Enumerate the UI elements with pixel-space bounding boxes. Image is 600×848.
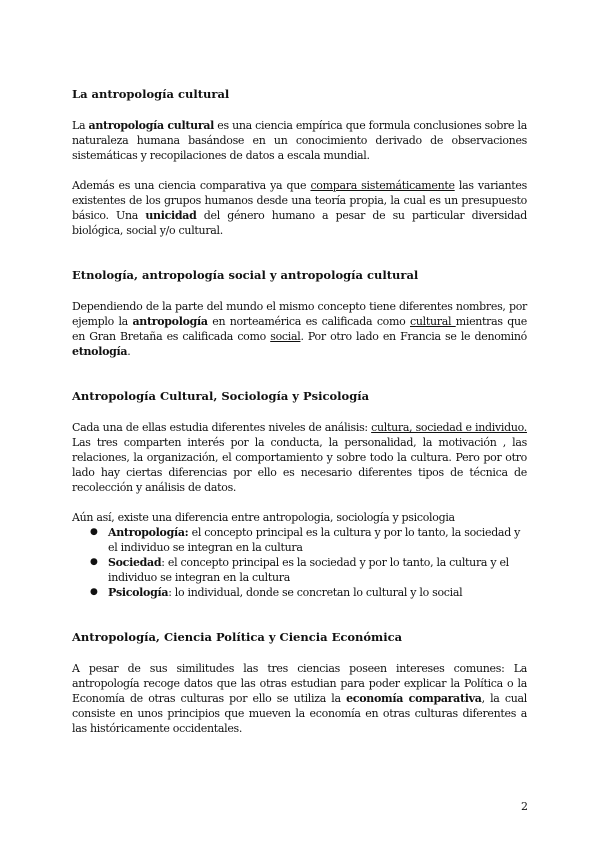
section-heading: Antropología, Ciencia Política y Ciencia Económica [72, 630, 403, 644]
text-run: del género humano a pesar de su particular diversidad biológica, social y/o cultural. [72, 209, 527, 237]
underlined-term: cultura, sociedad e individuo. [371, 421, 527, 434]
text-run: . [127, 345, 131, 358]
text-run: Cada una de ellas estudia diferentes niveles de análisis: [72, 421, 372, 434]
paragraph: Aún así, existe una diferencia entre antropologia, sociología y psicologia [72, 511, 455, 524]
text-run: : lo individual, donde se concretan lo cultural y lo social [168, 586, 463, 599]
text-run: . Por otro lado en Francia se le denominó [300, 330, 528, 343]
list-item [72, 555, 527, 585]
paragraph [72, 118, 527, 163]
text-run: el concepto principal es la cultura y por lo tanto, la sociedad y el individuo se integran en la cultura [108, 526, 521, 554]
paragraph [72, 661, 527, 736]
paragraph [72, 178, 527, 238]
bold-term: economía comparativa [346, 692, 482, 705]
bold-term: Psicología [108, 586, 169, 599]
text-run: en norteamérica es calificada como [207, 315, 410, 328]
text-run: , la cual consiste en unos principios que mueven la economía en otras culturas diferentes a las históricamente occidentales. [72, 692, 528, 735]
bullet-icon: ● [90, 587, 98, 597]
section-heading: La antropología cultural [72, 87, 230, 101]
bullet-icon: ● [90, 527, 98, 537]
text-run: las variantes existentes de los grupos humanos desde una teoría propia, la cual es un presupuesto básico. Una [72, 179, 527, 222]
paragraph [72, 420, 527, 495]
bold-term: unicidad [145, 209, 197, 222]
bold-term: antropología [132, 315, 208, 328]
underlined-term: social [270, 330, 301, 343]
bullet-icon: ● [90, 557, 98, 567]
bullet-list [72, 525, 527, 600]
bold-term: Antropología: [108, 526, 189, 539]
section-heading: Antropología Cultural, Sociología y Psicología [72, 389, 370, 403]
bold-term: etnología [72, 345, 128, 358]
text-run: mientras que en Gran Bretaña es calificada como [72, 315, 527, 343]
text-run: La [72, 119, 89, 132]
page-content [72, 86, 527, 736]
underlined-term: cultural [409, 315, 456, 328]
text-run: Dependiendo de la parte del mundo el mismo concepto tiene diferentes nombres, por ejemplo la [72, 300, 527, 328]
bold-term: antropología cultural [88, 119, 215, 132]
list-item [72, 525, 527, 555]
text-run: Además es una ciencia comparativa ya que [72, 179, 311, 192]
bold-term: Sociedad [108, 556, 162, 569]
text-run: : el concepto principal es la sociedad y por lo tanto, la cultura y el individuo se integran en la cultura [108, 556, 509, 584]
text-run: es una ciencia empírica que formula conclusiones sobre la naturaleza humana basándose en un conocimiento derivado de observaciones sistemáticas y recopilaciones de datos a escala mundial. [72, 119, 527, 162]
text-run: Las tres comparten interés por la conducta, la personalidad, la motivación , las relaciones, la organización, el comportamiento y sobre todo la cultura. Pero por otro lado hay ciertas diferencias por ello es necesario diferentes tipos de técnica de recolección y análisis de datos. [72, 436, 527, 494]
paragraph [72, 299, 527, 359]
text-run: A pesar de sus similitudes las tres ciencias poseen intereses comunes: La antropología recoge datos que las otras estudian para poder explicar la Política o la Economía de otras culturas por ello se utiliza la [72, 662, 527, 705]
underlined-term: compara sistemáticamente [310, 179, 455, 192]
page-number: 2 [521, 800, 528, 813]
list-item [72, 585, 527, 600]
section-heading: Etnología, antropología social y antropología cultural [72, 268, 419, 282]
